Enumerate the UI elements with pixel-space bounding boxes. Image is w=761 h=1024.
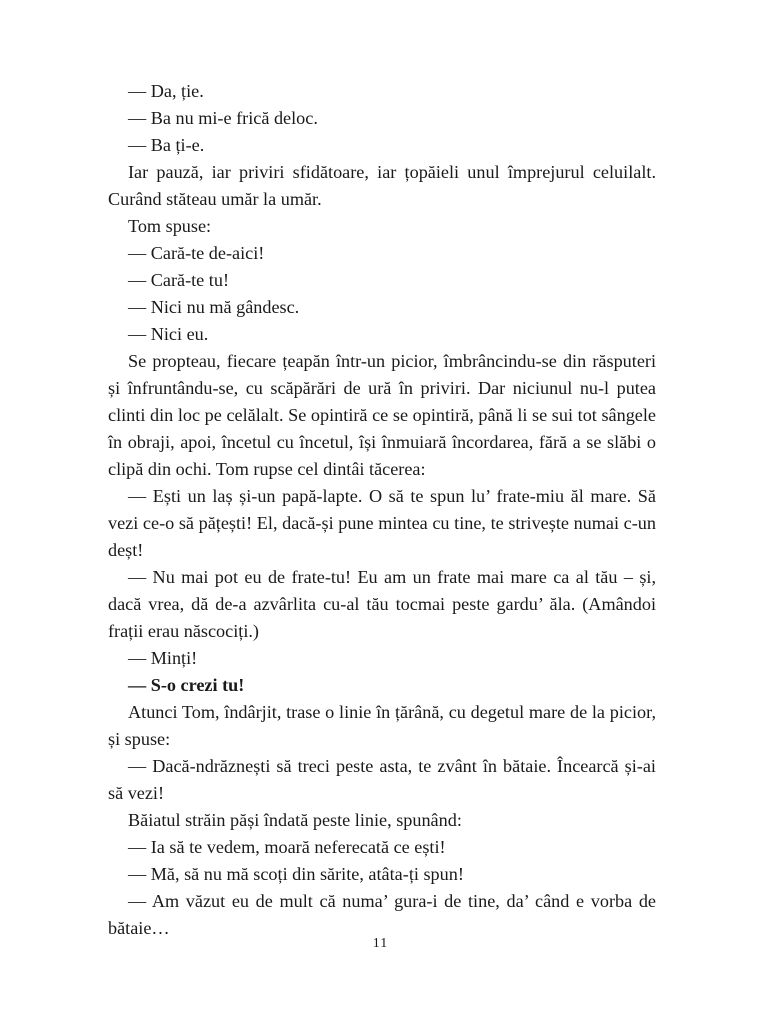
dialogue-line: — S-o crezi tu! [128,675,245,695]
dialogue-line: — Nici nu mă gândesc. [128,297,300,317]
dialogue-line: — Ba ți-e. [128,135,205,155]
dialogue-line: — Am văzut eu de mult că numa’ gura-i de tine, da’ când e vorba de bătaie… [108,891,656,938]
narrative-paragraph: Atunci Tom, îndârjit, trase o linie în țărână, cu degetul mare de la picior, și spuse: [108,702,656,749]
dialogue-line: — Dacă-ndrăznești să treci peste asta, te zvânt în bătaie. Încearcă și-ai să vezi! [108,756,656,803]
narrative-paragraph: Tom spuse: [128,216,212,236]
text-block [108,78,656,942]
dialogue-line: — Ia să te vedem, moară neferecată ce ești! [128,837,446,857]
narrative-paragraph: Iar pauză, iar priviri sfidătoare, iar țopăieli unul împrejurul celuilalt. Curând stăteau umăr la umăr. [108,162,656,209]
dialogue-line: — Mă, să nu mă scoți din sărite, atâta-ți spun! [128,864,464,884]
dialogue-line: — Minți! [128,648,198,668]
page-number: 11 [372,936,389,951]
narrative-paragraph: Se propteau, fiecare țeapăn într-un picior, îmbrâncindu-se din răsputeri și înfruntându-se, cu scăpărări de ură în priviri. Dar niciunul nu-l putea clinti din loc pe celălalt. Se opintiră ce se opintiră, până li se sui tot sângele în obraji, apoi, încetul cu încetul, își înmuiară încordarea, fără a se slăbi o clipă din ochi. Tom rupse cel dintâi tăcerea: [108,351,656,479]
dialogue-line: — Da, ție. [128,81,204,101]
dialogue-line: — Ești un laș și-un papă-lapte. O să te spun lu’ frate-miu ăl mare. Să vezi ce-o să pățești! El, dacă-și pune mintea cu tine, te strivește numai c-un deșt! [108,486,656,560]
narrative-paragraph: Băiatul străin păși îndată peste linie, spunând: [128,810,462,830]
dialogue-line: — Nu mai pot eu de frate-tu! Eu am un frate mai mare ca al tău – și, dacă vrea, dă de-a azvârlita cu-al tău tocmai peste gardu’ ăla. (Amândoi frații erau născociți.) [108,567,656,641]
dialogue-line: — Cară-te tu! [128,270,229,290]
dialogue-line: — Ba nu mi-e frică deloc. [128,108,318,128]
dialogue-line: — Nici eu. [128,324,209,344]
dialogue-line: — Cară-te de-aici! [128,243,265,263]
